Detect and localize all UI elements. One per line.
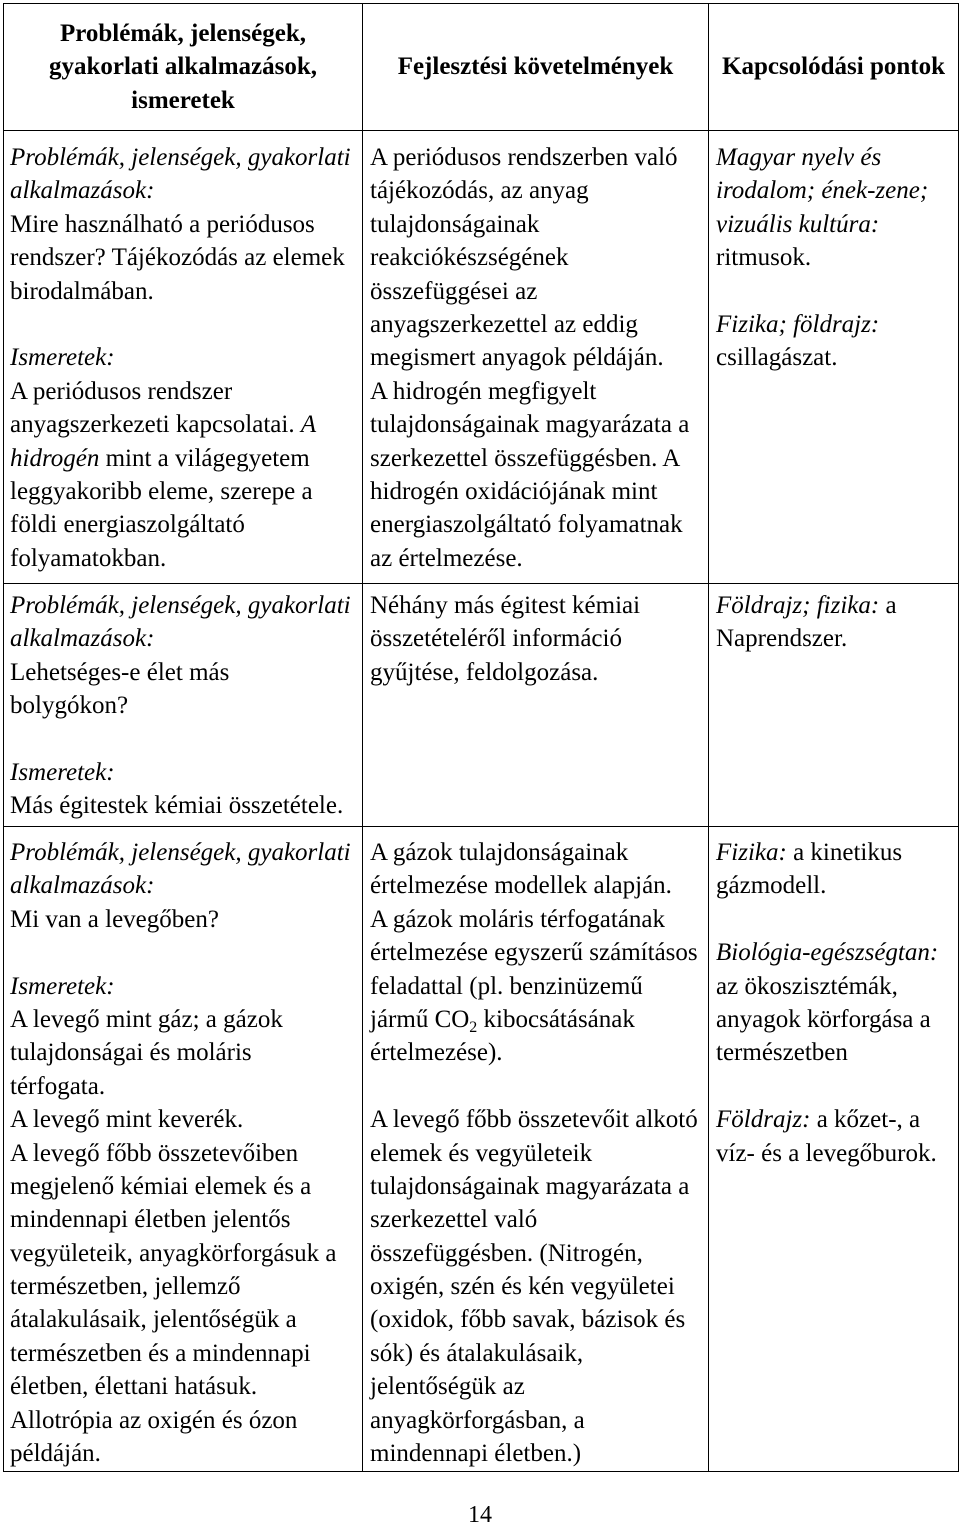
header-problems-title-line: ismeretek [131, 86, 235, 114]
requirements-text-line: A hidrogén megfigyelt [370, 377, 597, 405]
row3-connections-cell [709, 827, 959, 1472]
requirements-paragraph [370, 141, 708, 575]
knowledge-paragraph [10, 970, 362, 1471]
problems-text-line: birodalmában. [10, 277, 154, 305]
requirements-text-line: gyűjtése, feldolgozása. [370, 658, 599, 686]
knowledge-text: mint a világegyetem [105, 444, 310, 472]
requirements-text-line: feladattal (pl. benzinüzemű [370, 972, 643, 1000]
header-connections-cell [709, 3, 959, 131]
requirements-text-line: összetételéről információ [370, 625, 622, 653]
requirements-paragraph [370, 589, 708, 689]
knowledge-text-line: megjelenő kémiai elemek és a [10, 1172, 312, 1200]
header-requirements-cell [363, 3, 709, 131]
connection-topic-text: ritmusok. [716, 244, 812, 272]
connection-topic-text: természetben [716, 1039, 848, 1067]
connection-topic-text: a kinetikus [793, 839, 903, 866]
requirements-paragraph [370, 836, 708, 1070]
header-problems-title-line: gyakorlati alkalmazások, [48, 53, 318, 81]
connection-paragraph [716, 589, 958, 656]
knowledge-text-line: természetben, jellemző [10, 1273, 241, 1301]
problems-label-line: alkalmazások: [10, 177, 155, 205]
knowledge-text-line [10, 408, 362, 441]
connection-subject-label: Fizika: [716, 839, 787, 866]
problems-text-line: rendszer? Tájékozódás az elemek [10, 244, 345, 272]
requirements-text-line: oxigén, szén és kén vegyületei [370, 1273, 675, 1301]
knowledge-text-line: A levegő főbb összetevőiben [10, 1139, 299, 1167]
requirements-text-line: elemek és vegyületeik [370, 1139, 593, 1167]
connection-topic-text: Naprendszer. [716, 625, 848, 653]
problems-text-line: Lehetséges-e élet más [10, 658, 230, 686]
problems-text-line: Mire használható a periódusos [10, 210, 315, 238]
requirements-text-line: hidrogén oxidációjának mint [370, 477, 658, 505]
requirements-text-line: mindennapi életben.) [370, 1440, 582, 1468]
requirements-text-line: szerkezettel való [370, 1206, 538, 1234]
connection-subject-label: Biológia-egészségtan: [716, 939, 939, 967]
header-problems-cell [3, 3, 363, 131]
header-problems-title-line: Problémák, jelenségek, [59, 19, 307, 47]
row2-requirements-cell [363, 584, 709, 827]
requirements-text-line: A periódusos rendszerben való [370, 144, 678, 171]
connection-line [716, 836, 958, 869]
requirements-text-line: A levegő főbb összetevőit alkotó [370, 1106, 698, 1134]
knowledge-text: anyagszerkezeti kapcsolatai. [10, 411, 295, 439]
requirements-text-line: Néhány más égitest kémiai [370, 592, 641, 619]
connection-subject-label: Földrajz; fizika: [716, 592, 880, 619]
row2-connections-cell [709, 584, 959, 827]
knowledge-text-line: folyamatokban. [10, 544, 167, 572]
knowledge-text-line: Más égitestek kémiai összetétele. [10, 792, 344, 820]
requirements-text: jármű CO [370, 1005, 470, 1033]
knowledge-text-line: természetben és a mindennapi [10, 1339, 311, 1367]
header-connections-title: Kapcsolódási pontok [722, 53, 945, 81]
knowledge-text-line: Allotrópia az oxigén és ózon [10, 1406, 298, 1434]
problems-label-line: alkalmazások: [10, 625, 155, 653]
knowledge-label: Ismeretek: [10, 972, 115, 1000]
connection-topic-text: a [885, 592, 897, 619]
problems-paragraph [10, 836, 362, 936]
requirements-text-line: összefüggései az [370, 277, 538, 305]
italic-term: hidrogén [10, 444, 100, 472]
connection-paragraph [716, 836, 958, 903]
problems-paragraph [10, 141, 362, 308]
connection-topic-text: csillagászat. [716, 344, 838, 372]
row3-requirements-cell [363, 827, 709, 1472]
connection-topic-text: anyagok körforgása a [716, 1005, 931, 1033]
connection-topic-text: gázmodell. [716, 872, 827, 900]
requirements-paragraph [370, 1103, 708, 1470]
header-requirements-title: Fejlesztési követelmények [397, 53, 674, 81]
requirements-text-line: tulajdonságainak magyarázata a [370, 411, 690, 439]
requirements-text-line: értelmezése egyszerű számításos [370, 939, 698, 967]
row2-problems-cell [3, 584, 363, 827]
subscript-2: 2 [469, 1018, 478, 1036]
requirements-text-line [370, 1003, 708, 1036]
knowledge-text-line: életben, élettani hatásuk. [10, 1373, 258, 1401]
problems-label-line: Problémák, jelenségek, gyakorlati [10, 592, 351, 619]
knowledge-text-line: térfogata. [10, 1072, 106, 1100]
connection-paragraph [716, 936, 958, 1070]
requirements-text-line: A gázok tulajdonságainak [370, 839, 629, 866]
requirements-text-line: jelentőségük az [370, 1373, 525, 1401]
connection-topic-text: az ökoszisztémák, [716, 972, 898, 1000]
requirements-text: kibocsátásának [483, 1005, 635, 1033]
row1-problems-cell [3, 131, 363, 584]
problems-text-line: bolygókon? [10, 692, 129, 720]
knowledge-text-line: leggyakoribb eleme, szerepe a [10, 477, 313, 505]
knowledge-label: Ismeretek: [10, 344, 115, 372]
problems-text-line: Mi van a levegőben? [10, 905, 219, 933]
requirements-text-line: reakciókészségének [370, 244, 569, 272]
knowledge-text-line: tulajdonságai és moláris [10, 1039, 252, 1067]
connection-subject-label: Földrajz: [716, 1106, 811, 1134]
knowledge-label: Ismeretek: [10, 758, 115, 786]
knowledge-text-line: mindennapi életben jelentős [10, 1206, 291, 1234]
row3-problems-cell [3, 827, 363, 1472]
knowledge-paragraph [10, 341, 362, 575]
requirements-text-line: energiaszolgáltató folyamatnak [370, 511, 683, 539]
knowledge-text-line: példáján. [10, 1440, 101, 1468]
requirements-text-line: tulajdonságainak [370, 210, 540, 238]
requirements-text-line: értelmezése modellek alapján. [370, 872, 672, 900]
requirements-text-line: tulajdonságainak magyarázata a [370, 1172, 690, 1200]
connection-line [716, 589, 958, 622]
problems-label-line: Problémák, jelenségek, gyakorlati [10, 144, 351, 171]
row1-connections-cell [709, 131, 959, 584]
problems-paragraph [10, 589, 362, 723]
knowledge-text-line: vegyületeik, anyagkörforgásuk a [10, 1239, 337, 1267]
requirements-text-line: sók) és átalakulásaik, [370, 1339, 584, 1367]
knowledge-text-line: A periódusos rendszer [10, 377, 233, 405]
connection-topic-text: a kőzet-, a [816, 1106, 921, 1134]
row1-requirements-cell [363, 131, 709, 584]
problems-label-line: Problémák, jelenségek, gyakorlati [10, 839, 351, 866]
connection-subject-label: Fizika; földrajz: [716, 310, 880, 338]
knowledge-text-line: földi energiaszolgáltató [10, 511, 245, 539]
knowledge-text-line: átalakulásaik, jelentőségük a [10, 1306, 297, 1334]
requirements-text-line: (oxidok, főbb savak, bázisok és [370, 1306, 686, 1334]
requirements-text-line: szerkezettel összefüggésben. A [370, 444, 681, 472]
page-number: 14 [468, 1502, 492, 1525]
requirements-text-line: megismert anyagok példáján. [370, 344, 664, 372]
requirements-text-line: tájékozódás, az anyag [370, 177, 589, 205]
requirements-text-line: értelmezése). [370, 1039, 503, 1067]
requirements-text-line: anyagkörforgásban, a [370, 1406, 585, 1434]
requirements-text-line: A gázok moláris térfogatának [370, 905, 666, 933]
problems-label-line: alkalmazások: [10, 872, 155, 900]
knowledge-paragraph [10, 756, 362, 823]
connection-subject-label: irodalom; ének-zene; [716, 177, 929, 205]
knowledge-text-line: A levegő mint keverék. [10, 1106, 244, 1134]
knowledge-text-line [10, 442, 362, 475]
connection-subject-label: vizuális kultúra: [716, 210, 880, 238]
connection-topic-text: víz- és a levegőburok. [716, 1139, 937, 1167]
connection-paragraph [716, 141, 958, 275]
requirements-text-line: összefüggésben. (Nitrogén, [370, 1239, 643, 1267]
connection-paragraph [716, 1103, 958, 1170]
connection-paragraph [716, 308, 958, 375]
connection-subject-label: Magyar nyelv és [716, 144, 882, 171]
italic-term: A [300, 411, 317, 439]
requirements-text-line: anyagszerkezettel az eddig [370, 310, 638, 338]
knowledge-text-line: A levegő mint gáz; a gázok [10, 1005, 283, 1033]
connection-line [716, 1103, 958, 1136]
requirements-text-line: az értelmezése. [370, 544, 523, 572]
